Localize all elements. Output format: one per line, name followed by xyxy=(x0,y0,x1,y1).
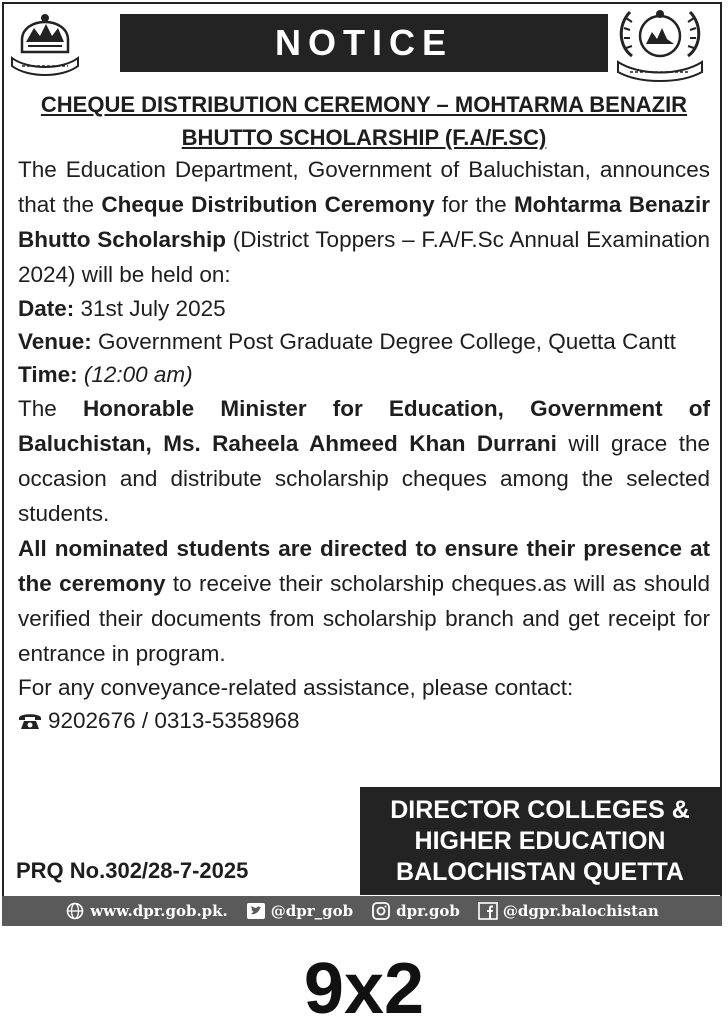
venue-label: Venue: xyxy=(18,329,92,354)
footer-bar xyxy=(2,896,722,926)
footer-twitter[interactable] xyxy=(246,902,353,920)
contact-intro: For any conveyance-related assistance, please contact: xyxy=(18,675,574,700)
contact-line xyxy=(18,704,710,737)
signature-line-2: HIGHER EDUCATION xyxy=(414,827,666,855)
time-line xyxy=(18,358,710,391)
date-label: Date: xyxy=(18,296,75,321)
directive-text: to receive their scholarship cheques.as will as should verified their documents from scholarship branch and get receipt for entrance in program. xyxy=(18,571,710,666)
time-label: Time: xyxy=(18,362,78,387)
twitter-handle[interactable]: @dpr_gob xyxy=(270,902,354,920)
facebook-handle[interactable]: @dgpr.balochistan xyxy=(502,902,659,920)
footer-instagram[interactable] xyxy=(371,902,460,920)
intro-text-3: (District Toppers – F.A/F.Sc Annual Examination 2024) will be held on: xyxy=(18,227,710,287)
instagram-icon xyxy=(371,902,391,920)
headline-line-2: BHUTTO SCHOLARSHIP (F.A/F.SC) xyxy=(181,125,547,150)
intro-text-2: for the xyxy=(434,192,514,217)
intro-paragraph xyxy=(18,152,710,292)
guest-bold: Honorable Minister for Education, Government of Baluchistan, Ms. Raheela Ahmeed Khan Durrani xyxy=(18,396,710,456)
directive-paragraph xyxy=(18,531,710,671)
signature-line-3: BALOCHISTAN QUETTA xyxy=(396,858,684,886)
government-crest-logo xyxy=(612,6,708,84)
headline-line-1: CHEQUE DISTRIBUTION CEREMONY – MOHTARMA BENAZIR xyxy=(40,92,688,117)
guest-text-2: will grace the occasion and distribute scholarship cheques among the selected students. xyxy=(18,431,711,526)
footer-facebook[interactable] xyxy=(478,902,659,920)
phone-numbers: 9202676 / 0313-5358968 xyxy=(48,708,300,733)
venue-line xyxy=(18,325,710,358)
guest-paragraph xyxy=(18,391,710,531)
intro-bold-2: Mohtarma Benazir Bhutto Scholarship xyxy=(18,192,710,252)
intro-text-1: The Education Department, Government of Baluchistan, announces that the xyxy=(18,157,710,217)
ad-size-label: 9x2 xyxy=(303,949,425,1029)
notice-headline xyxy=(10,88,718,154)
directive-bold: All nominated students are directed to ensure their presence at the ceremony xyxy=(18,536,710,596)
guest-text-1: The xyxy=(18,396,83,421)
balochistan-emblem-logo xyxy=(8,6,82,80)
instagram-handle[interactable]: dpr.gob xyxy=(396,902,460,920)
date-line xyxy=(18,292,710,325)
signature-line-1: DIRECTOR COLLEGES & xyxy=(390,796,690,824)
intro-bold-1: Cheque Distribution Ceremony xyxy=(101,192,435,217)
globe-icon xyxy=(65,902,85,920)
notice-title: NOTICE xyxy=(120,14,608,72)
venue-value: Government Post Graduate Degree College, Quetta Cantt xyxy=(91,329,676,354)
prq-number: PRQ No.302/28-7-2025 xyxy=(16,858,249,883)
twitter-icon xyxy=(246,902,266,920)
signature-block xyxy=(360,787,720,895)
notice-body xyxy=(18,152,710,737)
website-link[interactable]: www.dpr.gob.pk. xyxy=(90,902,228,920)
date-value: 31st July 2025 xyxy=(74,296,226,321)
telephone-icon xyxy=(18,711,42,731)
facebook-icon xyxy=(478,902,498,920)
footer-website[interactable] xyxy=(65,902,227,920)
time-value: (12:00 am) xyxy=(77,362,193,387)
